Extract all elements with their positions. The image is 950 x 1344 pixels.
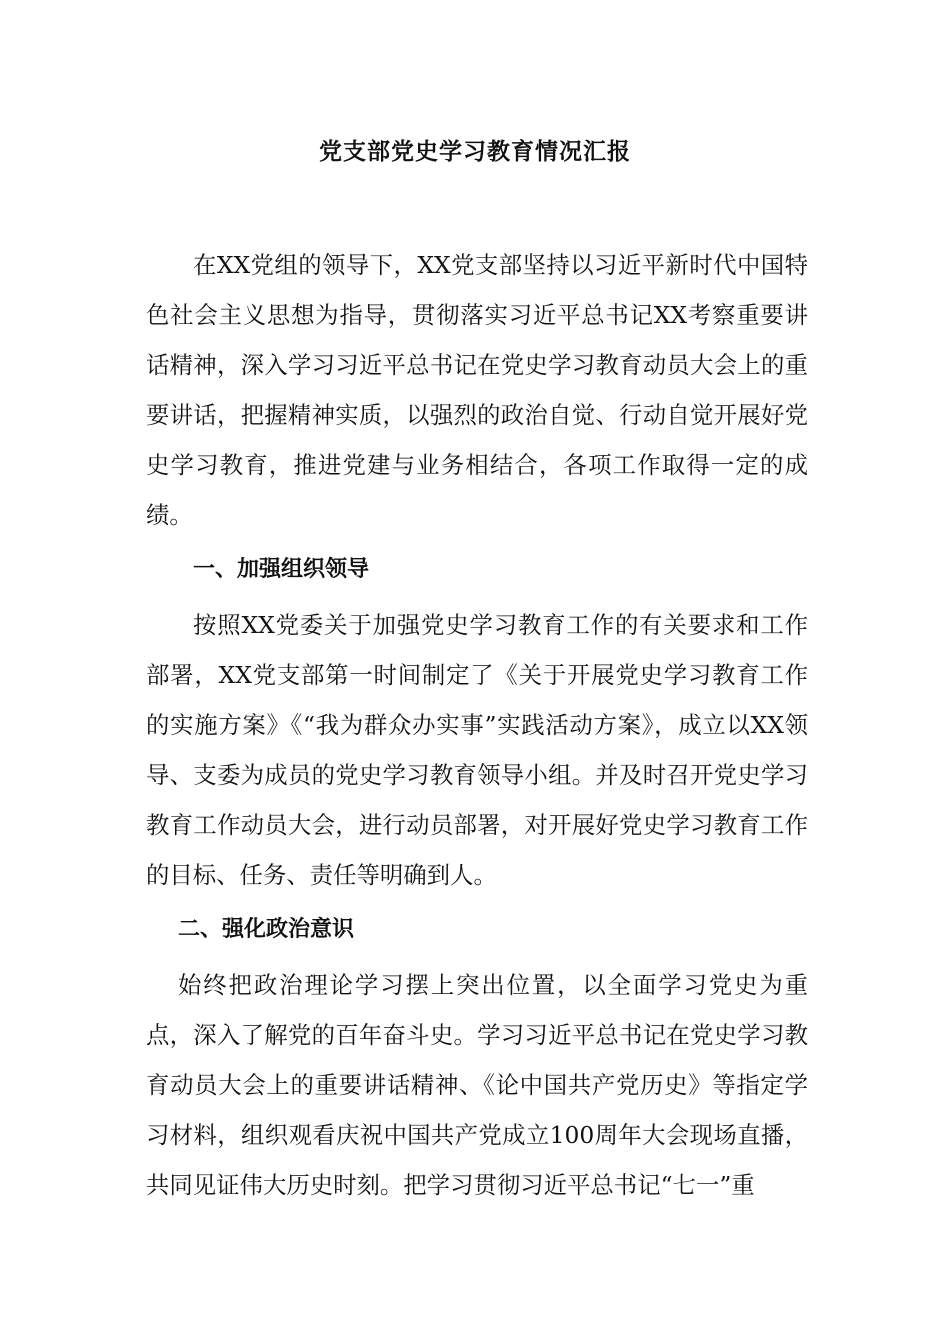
section-paragraph-2: 始终把政治理论学习摆上突出位置，以全面学习党史为重点，深入了解党的百年奋斗史。学习习近平总书记在党史学习教育动员大会上的重要讲话精神、《论中国共产党历史》等指定学习材料，组织观看庆祝中国共产党成立100周年大会现场直播，共同见证伟大历史时刻。把学习贯彻习近平总书记“七一”重: [146, 971, 808, 1199]
section-heading-1: 一、加强组织领导: [193, 557, 370, 582]
document-title: 党支部党史学习教育情况汇报: [319, 139, 631, 165]
document-body: [146, 240, 808, 1210]
section-paragraph-1: 按照XX党委关于加强党史学习教育工作的有关要求和工作部署，XX党支部第一时间制定了《关于开展党史学习教育工作的实施方案》《“我为群众办实事”实践活动方案》，成立以XX领导、支委为成员的党史学习教育领导小组。并及时召开党史学习教育工作动员大会，进行动员部署，对开展好党史学习教育工作的目标、任务、责任等明确到人。: [146, 611, 808, 889]
section-heading-2: 二、强化政治意识: [178, 917, 355, 942]
intro-paragraph: 在XX党组的领导下，XX党支部坚持以习近平新时代中国特色社会主义思想为指导，贯彻落实习近平总书记XX考察重要讲话精神，深入学习习近平总书记在党史学习教育动员大会上的重要讲话，把握精神实质，以强烈的政治自觉、行动自觉开展好党史学习教育，推进党建与业务相结合，各项工作取得一定的成绩。: [146, 251, 808, 529]
